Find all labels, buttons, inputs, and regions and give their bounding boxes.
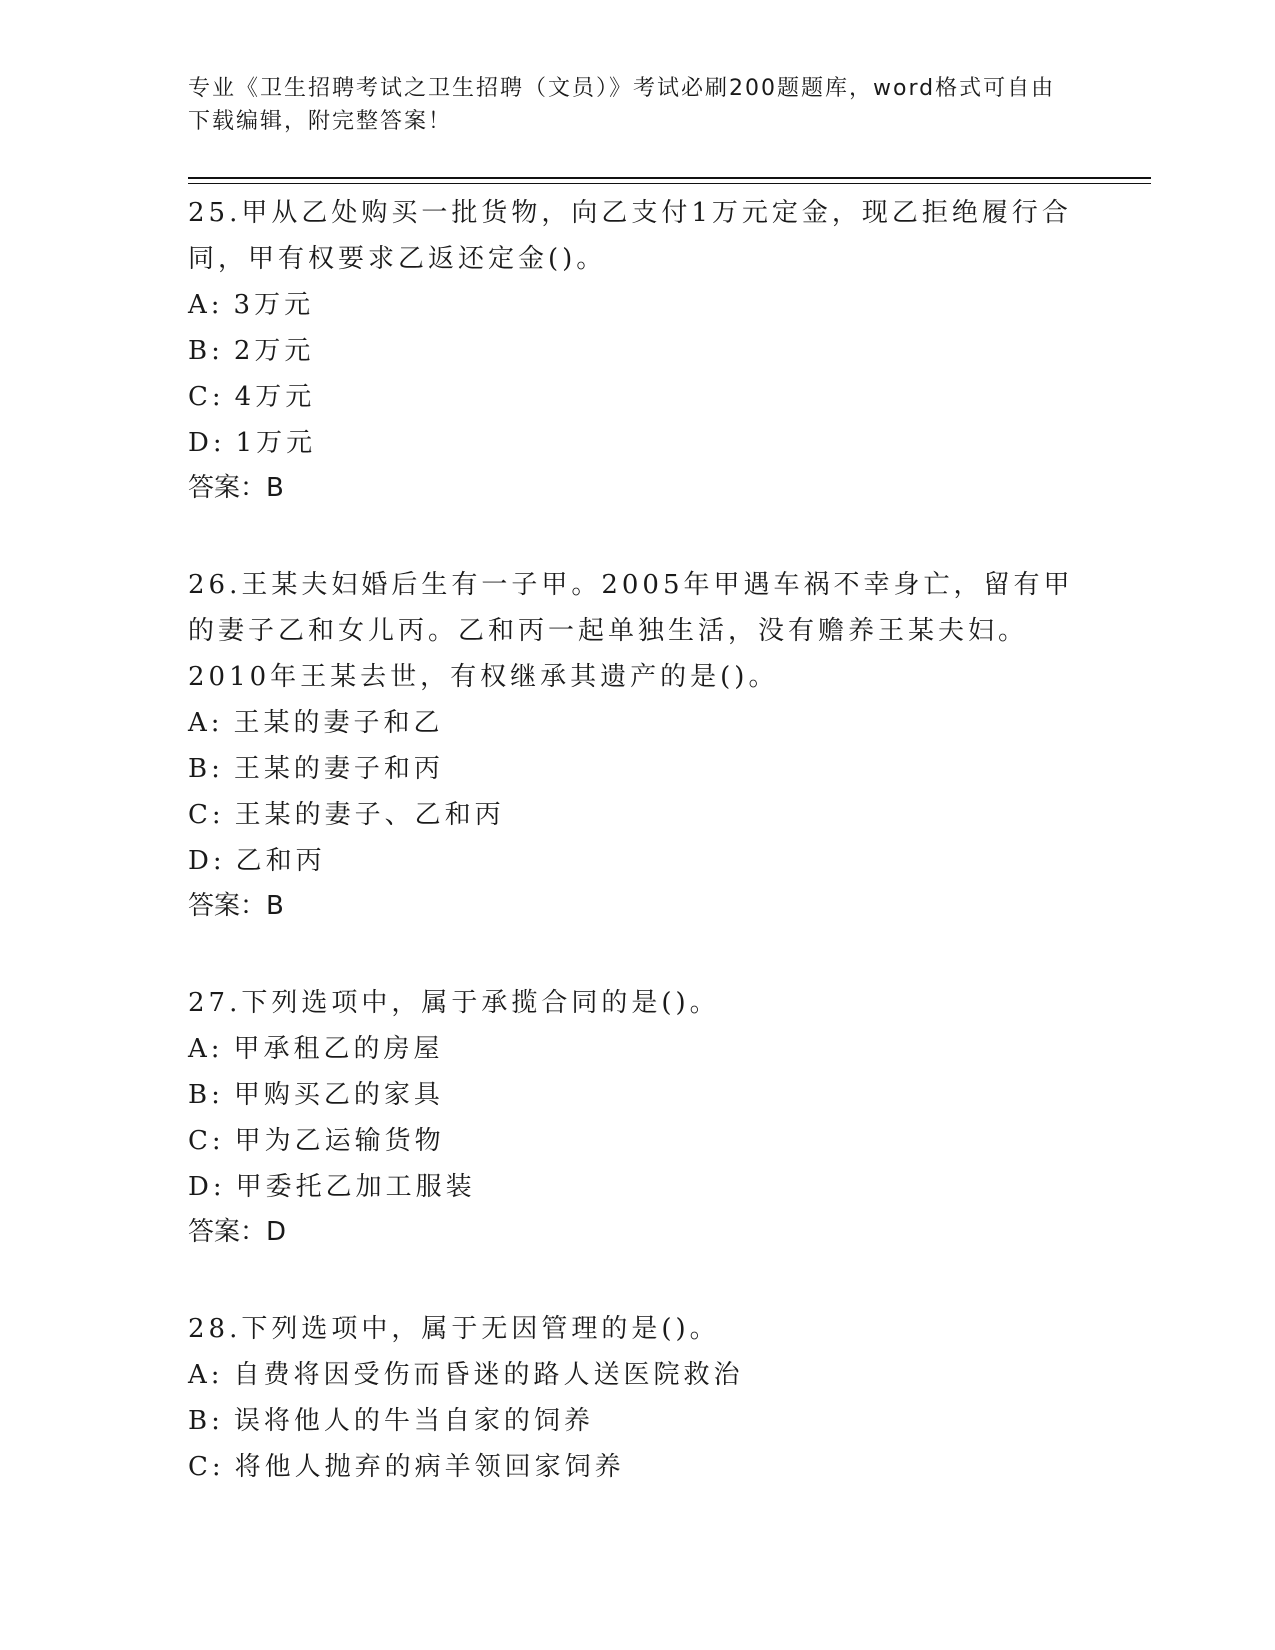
option-a (188, 1352, 1088, 1398)
option-d (188, 420, 1088, 466)
option-letter: A: (188, 708, 224, 738)
option-letter: C: (188, 1452, 225, 1482)
option-letter: D: (188, 846, 226, 876)
option-a (188, 1026, 1088, 1072)
option-c (188, 1118, 1088, 1164)
option-text: 王某的妻子和乙 (233, 708, 444, 738)
question-text: 28.下列选项中，属于无因管理的是()。 (188, 1314, 720, 1344)
option-text: 4万元 (234, 382, 316, 412)
option-b (188, 746, 1088, 792)
option-a (188, 700, 1088, 746)
option-b (188, 1072, 1088, 1118)
option-b (188, 1398, 1088, 1444)
option-d (188, 838, 1088, 884)
question-27 (188, 980, 1088, 1254)
option-text: 1万元 (235, 428, 317, 458)
option-letter: C: (188, 800, 225, 830)
option-text: 自费将因受伤而昏迷的路人送医院救治 (233, 1360, 744, 1390)
option-text: 误将他人的牛当自家的饲养 (233, 1406, 594, 1436)
option-c (188, 374, 1088, 420)
option-c (188, 792, 1088, 838)
option-letter: B: (188, 1080, 224, 1110)
option-text: 将他人抛弃的病羊领回家饲养 (234, 1452, 625, 1482)
answer: 答案：B (188, 473, 284, 503)
header-rule-thick (188, 177, 1151, 179)
answer: 答案：B (188, 891, 284, 921)
question-list (188, 190, 1088, 1542)
option-letter: B: (188, 1406, 224, 1436)
option-text: 王某的妻子、乙和丙 (234, 800, 505, 830)
document-header: 专业《卫生招聘考试之卫生招聘（文员）》考试必刷200题题库，word格式可自由下载编辑，附完整答案！ (188, 76, 1056, 134)
question-25 (188, 190, 1088, 510)
question-28 (188, 1306, 1088, 1490)
option-d (188, 1164, 1088, 1210)
option-letter: B: (188, 754, 224, 784)
question-text: 27.下列选项中，属于承揽合同的是()。 (188, 988, 720, 1018)
option-c (188, 1444, 1088, 1490)
option-letter: C: (188, 382, 225, 412)
question-text: 25.甲从乙处购买一批货物，向乙支付1万元定金，现乙拒绝履行合同，甲有权要求乙返还定金()。 (188, 198, 1072, 274)
option-letter: A: (188, 1034, 224, 1064)
option-letter: C: (188, 1126, 225, 1156)
option-text: 甲购买乙的家具 (233, 1080, 444, 1110)
option-letter: B: (188, 336, 224, 366)
answer: 答案：D (188, 1217, 287, 1247)
option-letter: D: (188, 1172, 226, 1202)
option-letter: A: (188, 1360, 224, 1390)
question-text: 26.王某夫妇婚后生有一子甲。2005年甲遇车祸不幸身亡，留有甲的妻子乙和女儿丙。乙和丙一起单独生活，没有赡养王某夫妇。2010年王某去世，有权继承其遗产的是()。 (188, 570, 1074, 692)
question-26 (188, 562, 1088, 928)
option-text: 王某的妻子和丙 (233, 754, 444, 784)
option-text: 3万元 (233, 290, 315, 320)
option-text: 2万元 (233, 336, 315, 366)
option-letter: A: (188, 290, 224, 320)
option-a (188, 282, 1088, 328)
option-letter: D: (188, 428, 226, 458)
option-b (188, 328, 1088, 374)
option-text: 甲委托乙加工服装 (235, 1172, 476, 1202)
option-text: 乙和丙 (235, 846, 326, 876)
option-text: 甲为乙运输货物 (234, 1126, 445, 1156)
header-rule-thin (188, 183, 1151, 184)
option-text: 甲承租乙的房屋 (233, 1034, 444, 1064)
